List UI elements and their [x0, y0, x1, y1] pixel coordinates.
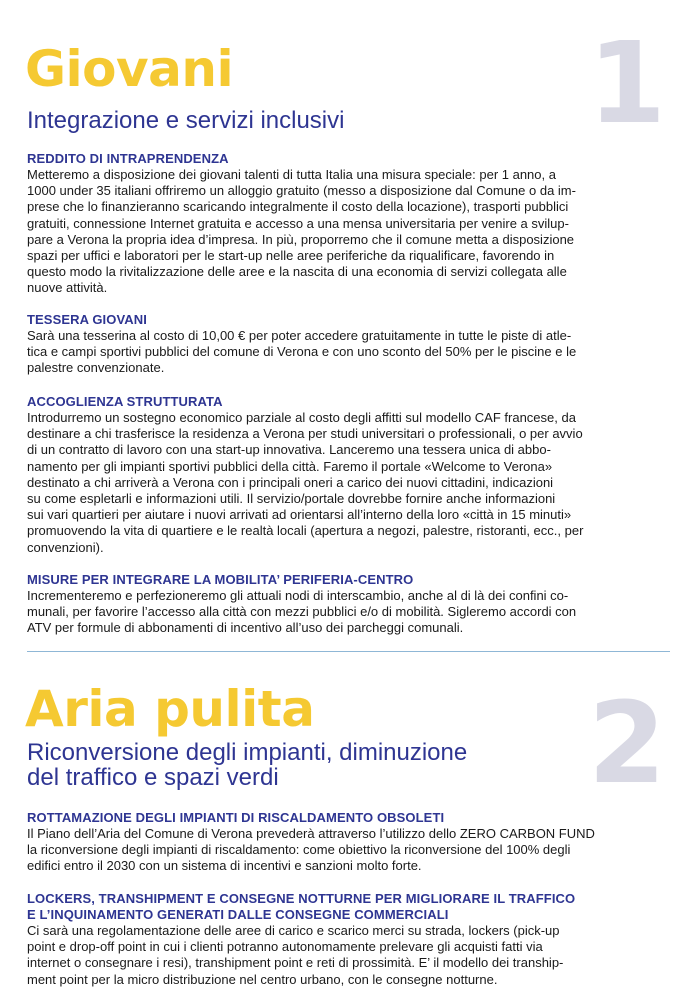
section-subtitle: Integrazione e servizi inclusivi [27, 107, 345, 134]
section-subtitle-line: del traffico e spazi verdi [27, 764, 279, 791]
item-block [27, 891, 671, 988]
section-title: Aria pulita [25, 680, 315, 738]
item-text: Sarà una tesserina al costo di 10,00 € per poter accedere gratuitamente in tutte le piste di atle- tica e campi sportivi pubblici del comune di Verona e con uno sconto del 50% per le piscine e le palestre convenzionate. [27, 328, 577, 376]
item-text: Incrementeremo e perfezioneremo gli attuali nodi di interscambio, anche al di là dei confini co- munali, per favorire l’accesso alla città con mezzi pubblici e/o di mobilità. Sigleremo accordi con ATV per formule di abbonamenti di incentivo all’uso dei parcheggi comunali. [27, 588, 577, 636]
section-number: 2 [588, 679, 666, 809]
item-text: Il Piano dell’Aria del Comune di Verona prevederà attraverso l’utilizzo dello ZERO CARBON FUND la riconversione degli impianti di riscaldamento: come obiettivo la riconversione del 100% degli edifici entro il 2030 con un sistema di incentivi e sanzioni molto forte. [27, 826, 595, 874]
item-block [27, 572, 671, 637]
item-text: Metteremo a disposizione dei giovani talenti di tutta Italia una misura speciale: per 1 anno, a 1000 under 35 italiani offriremo un alloggio gratuito (messo a disposizione dal Comune o da im- prese che lo finanzieranno scaricando integralmente il costo della locazione), trasporti pubblici gratuiti, connessione Internet gratuita e accesso a una mensa universitaria per venire a svilup- pare a Verona la propria idea d’impresa. In più, proporremo che il comune metta a disposizione spazi per uffici e laboratori per le start-up nelle aree periferiche da riqualificare, favorendo in questo modo la rivitalizzazione delle aree e la nascita di una economia di servizi collegata alle nuove attività. [27, 167, 576, 296]
section-number: 1 [588, 19, 666, 149]
item-text: Ci sarà una regolamentazione delle aree di carico e scarico merci su strada, lockers (pick-up point e drop-off point in cui i clienti potranno autonomamente prelevare gli acquisti fatti via internet o consegnare i resi), transhipment point e reti di prossimità. E’ il modello dei tranship- ment point per la micro distribuzione nel centro urbano, con le consegne notturne. [27, 923, 564, 987]
item-heading: ROTTAMAZIONE DEGLI IMPIANTI DI RISCALDAMENTO OBSOLETI [27, 810, 445, 825]
item-heading: E L’INQUINAMENTO GENERATI DALLE CONSEGNE COMMERCIALI [27, 907, 449, 922]
item-heading: REDDITO DI INTRAPRENDENZA [27, 151, 229, 166]
item-heading: ACCOGLIENZA STRUTTURATA [27, 394, 223, 409]
item-block [27, 151, 671, 297]
item-block [27, 394, 671, 556]
item-heading: LOCKERS, TRANSHIPMENT E CONSEGNE NOTTURNE PER MIGLIORARE IL TRAFFICO [27, 891, 576, 906]
item-heading: MISURE PER INTEGRARE LA MOBILITA’ PERIFERIA-CENTRO [27, 572, 414, 587]
item-block [27, 810, 671, 875]
section-subtitle-line: Riconversione degli impianti, diminuzione [27, 739, 468, 766]
item-text: Introdurremo un sostegno economico parziale al costo degli affitti sul modello CAF francese, da destinare a chi trasferisce la residenza a Verona per studi universitari o professionali, o per avvio di un contratto di lavoro con una start-up innovativa. Lanceremo una tessera unica di abbo- namento per gli impianti sportivi pubblici della città. Faremo il portale «Welcome to Verona» destinato a chi arriverà a Verona con i principali oneri a carico dei nuovi cittadini, indicazioni su come espletarli e informazioni utili. Il servizio/portale dovrebbe fornire anche informazioni sui vari quartieri per aiutare i nuovi arrivati ad orientarsi all’interno della loro «città in 15 minuti» promuovendo la vita di quartiere e le realtà locali (apertura a negozi, palestre, ristoranti, ecc., per convenzioni). [27, 410, 584, 555]
item-block [27, 312, 671, 377]
section-title: Giovani [25, 40, 234, 98]
item-heading: TESSERA GIOVANI [27, 312, 147, 327]
section-divider [27, 651, 670, 652]
